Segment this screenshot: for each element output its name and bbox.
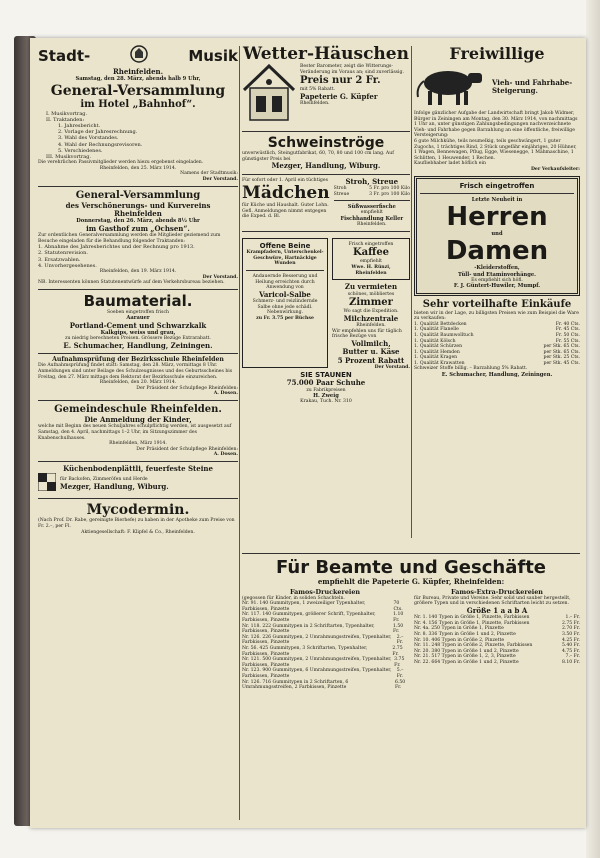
milch-w1: Vollmilch, — [351, 338, 391, 348]
baumaterial-line3: Portland-Cement und Schwarzkalk — [69, 320, 207, 330]
ad-stadtmusik — [38, 44, 238, 183]
mad-text: Für sofort oder 1. April ein tüchtiges — [242, 177, 328, 183]
column-rule — [411, 46, 412, 538]
left-item: Nr. 118. 222 Gummitypen in 2 Schriftarten, Typenhalter, Farbkissen, Pinzette — [242, 623, 375, 635]
stadtmusik-items — [46, 111, 238, 161]
right-item: Nr. 20. 380 Typen in Größe 1 und 2, Pinzette — [414, 648, 519, 654]
zimmer-word: Zimmer — [349, 297, 393, 309]
stadtmusik-venue: im Hotel „Bahnhof“. — [80, 98, 196, 110]
list-item: 1. Jahresbericht. — [58, 123, 101, 130]
steig-closing: Kaufliebhaber ladet höflich ein — [414, 161, 486, 167]
gemeinde-sign1: Der Präsident der Schulpflege Rheinfelden: — [136, 446, 238, 452]
gemeinde-title: Gemeindeschule Rheinfelden. — [54, 403, 222, 415]
right-sizes: Größe 1 a a b A — [466, 605, 528, 615]
right-item: Nr. 8. 336 Typen in Größe 1 und 2, Pinzette — [414, 631, 516, 637]
schuhe-firm: H. Zweig — [313, 393, 339, 400]
verein-date: Donnerstag, den 26. März, abends 8½ Uhr — [76, 218, 200, 225]
schwein-firm: Mezger, Handlung, Wiburg. — [271, 161, 381, 171]
kaffee-title: Kaffee — [352, 247, 390, 259]
column-rule — [239, 46, 240, 820]
beine-price: zu Fr. 3.75 per Büchse — [256, 315, 314, 321]
steig-text: Infolge gänzlicher Aufgabe der Landwirtschaft bringt Jakob Widmer, Bürger in Zeiningen am Montag, den 30. März 1914, von nachmittags 1 Uhr an, unter günstigen Zahlungsbedingungen nachverzeichnete Vieh- und Fahrhabe gegen Barzahlung an eine öffentliche, freiwillige Versteigerung: — [414, 111, 578, 139]
ad-mycodermin — [38, 502, 238, 535]
right-price: 7.– Fr. — [565, 654, 580, 660]
left-item: Nr. 117. 140 Gummitypen, größerer Schrift, Typenhalter, Farbkissen, Pinzette — [242, 612, 376, 623]
left-item: Nr. 121. 500 Gummitypen, 2 Umrahmungsstreifen, Typenhalter, Farbkissen, Pinzette — [242, 657, 392, 668]
kauf-price: per Stk. 45 Cts. — [543, 360, 580, 366]
right-item: Nr. 22. 664 Typen in Größe 1 und 2, Pinzette — [414, 659, 519, 665]
milch-w2: Butter u. Käse — [342, 347, 400, 357]
list-item: 2. Statutenrevision. — [38, 250, 88, 257]
schuhe-addr: Krakau, Tuch. Nr. 310 — [300, 399, 352, 405]
wetter-text1: Bester Barometer, zeigt die Witterungs-Veränderung im Voraus an; sind zuverlässig. — [300, 64, 404, 75]
verein-intro: Zur ordentlichen Generalversammlung werden die Mitglieder geziemend zum Besuche eingeladen für die Behandlung folgender Traktanden: — [38, 233, 221, 244]
tile-icon — [38, 473, 56, 495]
left-item: Nr. 123. 900 Gummitypen, 6 Umrahmungsstreifen, Typenhalter, Farbkissen, Pinzette — [242, 668, 392, 679]
schule-text: Die Aufnahmsprüfung findet statt: Samstag, den 28. März, vormittags 8 Uhr. Anmeldungen sind unter Beilage des Schulzeugnisses und des Geburtsscheines bis Freitag, den 27. März mittags dem Rektorat der Bezirksschule einzureichen. — [38, 363, 233, 380]
list-item: 5. Verschiedenes. — [58, 147, 103, 154]
schwein-title: Schweinströge — [267, 135, 385, 151]
column-3 — [414, 44, 580, 538]
ad-offene-beine — [242, 238, 328, 368]
stroh-price: 3 Fr. pro 100 Kilo — [369, 191, 410, 197]
kaffee-firm: Wwe. H. Rünzi, Rheinfelden — [351, 264, 391, 276]
stadtmusik-sign1: Namens der Stadtmusik: — [180, 171, 238, 177]
right-price: 4.75 Fr. — [561, 648, 580, 654]
ad-zimmer — [332, 283, 410, 315]
list-item: III. Musikvortrag. — [46, 154, 92, 161]
schuhe-sub: zu Fabrikpreisen — [306, 387, 346, 393]
damen-word: Damen — [445, 236, 549, 267]
verein-title1: General-Versammlung — [75, 189, 201, 201]
beine-sub: Krampfadern, Unterschenkel-Geschwüre, Hartnäckige Wunden — [246, 250, 324, 267]
myco-footer: Aktiengesellschaft: F. Klipfel & Co., Rheinfelden. — [81, 529, 195, 535]
gemeinde-text: welche mit Beginn des neuen Schuljahres schulpflichtig werden, ist ausgesetzt auf Samstag, den 4. April, nachmittags 1–2 Uhr, im Sitzungszimmer des Knabenschulhauses. — [38, 424, 232, 441]
kaffee-sub: empfiehlt — [359, 259, 383, 265]
stadtmusik-event: General-Versammlung — [50, 82, 226, 99]
herren-rec: Es empfiehlt sich höfl. — [471, 277, 523, 283]
kauf-item: 1. Qualität Kragen — [414, 355, 458, 361]
kauf-item: 1. Qualität Schürzen — [414, 344, 463, 350]
kauf-item: 1. Qualität Krawatten — [414, 360, 465, 366]
right-price: 2.75 Fr. — [561, 620, 580, 626]
herren-sub: Letzte Neuheit in — [471, 196, 523, 203]
right-price: 8.10 Fr. — [561, 659, 580, 665]
zimmer-note: Wo sagt die Expedition. — [343, 309, 399, 315]
baumaterial-line2: Aarauer — [126, 315, 150, 322]
ad-schuhe — [242, 371, 410, 405]
baumaterial-title: Baumaterial. — [83, 291, 193, 310]
schuhe-line: 75.000 Paar Schuhe — [286, 378, 366, 388]
schwein-text: unverwüstlich, Steingutfabrikat, 60, 70, 80 und 100 cm lang. Auf günstigster Preis bei — [242, 151, 394, 162]
stadtmusik-note: Die verehrlichen Passivmitglieder werden hiezu ergebenst eingeladen. — [38, 160, 204, 166]
newspaper-page — [30, 38, 586, 828]
kauf-item: 1. Qualität Baumwolltuch — [414, 332, 474, 338]
ad-stroh — [334, 178, 410, 228]
left-text: (gegossen für Kinder, in soliden Schachteln. — [242, 595, 345, 601]
left-price: 2.75 Fr. — [392, 645, 403, 657]
herren-und: und — [491, 231, 503, 238]
verein-venue: im Gasthof zum „Ochsen“. — [86, 223, 190, 233]
right-price: 2.70 Fr. — [561, 626, 580, 632]
left-price: 70 Cts. — [393, 601, 403, 612]
stroh-item: Streue — [333, 191, 350, 197]
steig-title2: Vieh- und Fahrhabe- — [492, 77, 573, 87]
ad-baumaterial — [38, 293, 238, 350]
kaffee-top: Frisch eingetroffen — [348, 241, 394, 247]
kauf-item: 1. Qualität Hemden — [414, 349, 460, 355]
ad-herren-damen — [414, 176, 580, 296]
baumaterial-line1: Soeben eingetroffen frisch — [107, 309, 169, 315]
stadtmusik-place: Rheinfelden. — [112, 67, 164, 76]
ad-maedchen — [242, 178, 330, 228]
fisch-firm: Fischhandlung Keller — [340, 215, 404, 222]
ad-wetter — [242, 44, 410, 128]
fisch-title: Süßwasserfische — [347, 204, 396, 211]
kauf-title: Sehr vorteilhafte Einkäufe — [422, 298, 572, 310]
right-item: Nr. 11. 248 Typen in Größe 2, Pinzette, Farbkissen — [414, 643, 533, 649]
stroh-title: Stroh, Streue — [345, 176, 399, 186]
column-2 — [242, 44, 410, 538]
herren-head: Frisch eingetroffen — [459, 181, 535, 190]
left-price: 6.50 Fr. — [395, 679, 406, 691]
kauf-item: 1. Qualität Kölsch — [414, 338, 456, 344]
verein-sign: Der Vorstand. — [202, 274, 238, 280]
wetter-place: Rheinfelden. — [300, 101, 330, 107]
list-item: 1. Abnahme des Jahresberichtes und der Rechnung pro 1913. — [38, 244, 195, 251]
ad-steigerung — [414, 44, 580, 173]
left-price: 1.10 Fr. — [393, 612, 404, 623]
schule-date-line: Rheinfelden, den 20. März 1914. — [99, 380, 177, 386]
list-item: 3. Ersatzwahlen. — [38, 256, 81, 263]
verein-place: Rheinfelden — [114, 209, 162, 219]
ad-kaffee — [332, 238, 410, 280]
herren-sub3: Tüll- und Etaminvorhänge. — [458, 271, 536, 278]
gemeinde-date-line: Rheinfelden, März 1914. — [109, 441, 167, 447]
left-price: 2.– Fr. — [396, 634, 404, 646]
fisch-text: empfiehlt — [360, 210, 383, 216]
right-price: 4.25 Fr. — [561, 637, 580, 643]
stroh-price: 5 Fr. pro 100 Kilo — [369, 186, 410, 191]
left-item: Nr. 56. 425 Gummitypen, 3 Schriftarten, Typenhalter, Farbkissen, Pinzette — [242, 645, 368, 657]
left-title: Famos-Druckereien — [289, 588, 361, 597]
wetter-rabatt: mit 5% Rabatt. — [300, 87, 336, 93]
verein-items — [38, 244, 238, 269]
bottom-right — [414, 589, 580, 690]
right-price: 1.– Fr. — [565, 615, 580, 621]
kauf-price: Fr. 50 Cts. — [555, 332, 580, 338]
stadtmusik-title-left: Stadt- — [38, 47, 91, 65]
left-item: Nr. 91. 140 Gummitypen, 1 zweizeiliger Typenhalter, Farbkissen, Pinzette — [242, 601, 366, 612]
zimmer-sub: schönes, möbliertes — [347, 291, 395, 297]
ad-schweinstroege — [242, 135, 410, 171]
list-item: I. Musikvortrag. — [46, 110, 88, 117]
list-item: 2. Vorlage der Jahresrechnung. — [58, 129, 138, 136]
crest-icon — [129, 44, 149, 68]
ad-milchzentrale — [332, 315, 410, 371]
right-price: 3.50 Fr. — [561, 631, 580, 637]
stadtmusik-date-line: Rheinfelden, den 25. März 1914. — [99, 165, 177, 171]
milch-place: Rheinfelden. — [356, 323, 386, 329]
right-item: Nr. 10. 406 Typen in Größe 2, Pinzette — [414, 637, 505, 643]
milch-sign: Der Vorstand. — [374, 365, 410, 371]
kuechen-line1: Küchenbodenplättli, feuerfeste Steine — [63, 463, 213, 473]
ad-bezirksschule — [38, 357, 238, 397]
list-item: 4. Unvorhergesehenes. — [38, 262, 97, 269]
gemeinde-sub: Die Anmeldung der Kinder, — [84, 414, 192, 424]
list-item: 4. Wahl der Rechnungsrevisoren. — [58, 141, 143, 148]
right-item: Nr. 1. 140 Typen in Größe 1, Pinzette, Farbkissen — [414, 615, 530, 621]
ad-einkaeufe — [414, 299, 580, 379]
right-price: 5.40 Fr. — [561, 643, 580, 649]
ad-verein — [38, 190, 238, 286]
milch-text: Wir empfehlen uns für täglich frische Bezüge von — [332, 328, 402, 340]
beine-title: Offene Beine — [259, 241, 311, 250]
kauf-item: 1. Qualität Flanelle — [414, 327, 459, 333]
weather-house-icon — [242, 64, 296, 128]
mad-desc: für Küche und Haushalt. Guter Lohn. Gefl. Anmeldungen nimmt entgegen die Exped. d. Bl. — [242, 203, 329, 220]
schuhe-title: SIE STAUNEN — [300, 370, 352, 379]
bottom-left — [242, 589, 408, 690]
list-item: II. Traktanden: — [46, 116, 85, 123]
right-title: Famos-Extra-Druckereien — [451, 588, 543, 597]
bottom-title: Für Beamte und Geschäfte — [275, 557, 547, 578]
ad-beamte-geschaefte — [242, 550, 580, 822]
baumaterial-line5: zu niedrig berechneten Preisen. Grössere Bezüge Extrarabatt. — [65, 336, 211, 342]
steig-title3: Steigerung. — [492, 86, 538, 95]
baumaterial-firm: E. Schumacher, Handlung, Zeiningen. — [63, 340, 213, 350]
stadtmusik-title-right: Musik — [188, 47, 238, 65]
schule-title: Aufnahmsprüfung der Bezirksschule Rheinfelden — [52, 356, 224, 364]
wetter-firm: Papeterie G. Küpfer — [300, 91, 378, 101]
page-edge — [586, 0, 600, 858]
fisch-place: Rheinfelden. — [357, 222, 387, 228]
beine-brand: Varicol-Salbe — [259, 289, 311, 299]
left-item: Nr. 126. 716 Gummitypen in 2 Schriftarten, 6 Umrahmungsstreifen, 2 Farbkissen, Pinzette — [242, 679, 349, 691]
beine-ad: Andauernde Besserung und Heilung erreichten durch Anwendung von — [252, 273, 318, 291]
kauf-text: bieten wir in der Lage, zu billigsten Preisen wie zum Beispiel die Ware zu verkaufen: — [414, 310, 579, 322]
milch-title: Milchzentrale — [343, 313, 399, 323]
herren-word: Herren — [446, 202, 548, 233]
right-item: Nr. 4. 156 Typen in Größe 1, Pinzette, Farbkissen — [414, 620, 530, 626]
gemeinde-sign2: A. Dosen. — [213, 452, 238, 458]
baumaterial-line4: Kalkgips, weiss und grau, — [100, 330, 176, 337]
bottom-sub: empfiehlt die Papeterie G. Küpfer, Rheinfelden: — [317, 577, 505, 586]
schule-sign2: A. Dosen. — [213, 391, 238, 397]
left-price: 5.– Fr. — [396, 668, 404, 679]
beine-note: Schmerz- und reizlindernde Salbe ohne jede schädl. Nebenwirkung. — [252, 299, 318, 316]
milch-w3: 5 Prozent Rabatt — [337, 355, 405, 365]
left-price: 1.50 Fr. — [393, 623, 404, 635]
mad-title: Mädchen — [242, 183, 330, 204]
myco-text: (Nach Prof. Dr. Rabe, gereinigte Bierhefe) zu haben in der Apotheke zum Preise von Fr. 2.–, per Fl. — [38, 518, 235, 529]
kauf-footer: Schweizer Stoffe billig. – Barzahlung 5% Rabatt. — [414, 366, 528, 372]
herren-sub2: -Kleiderstoffen, — [474, 265, 520, 272]
left-item: Nr. 126. 226 Gummitypen, 2 Umrahmungsstreifen, Typenhalter, Farbkissen, Pinzette — [242, 634, 392, 646]
kuechen-firm: Mezger, Handlung, Wiburg. — [60, 481, 169, 491]
verein-title2: des Verschönerungs- und Kurvereins — [65, 200, 211, 210]
schule-sign1: Der Präsident der Schulpflege Rheinfelden: — [136, 385, 238, 391]
kauf-item: 1. Qualität Bettdecken — [414, 321, 467, 327]
kauf-price: Fr. 55 Cts. — [555, 338, 580, 344]
stroh-item: Stroh — [333, 186, 347, 191]
list-item: 3. Wahl des Vorstandes. — [58, 135, 119, 142]
kauf-firm: E. Schumacher, Handlung, Zeiningen. — [441, 372, 553, 379]
steig-sign: Der Verkaufsleiter: — [530, 166, 580, 172]
column-1 — [38, 44, 238, 822]
steig-list: 6 gute Milchkühe, teils neumelkig, teils geschwängert, 1 guter Zugochs, 1 trächtiges Rind, 2 Stück ungefähr einjähriges, 20 Hühner, 1 Wagen, Bennewagen, Pflug, Egge, Wiesenegge, 1 Mähmaschine, 1 Schlitten, 1 Heuwender, 1 Rechen. — [414, 138, 577, 161]
kauf-price: per Stk. 25 Cts. — [543, 355, 580, 361]
verein-date-line: Rheinfelden, den 19. März 1914. — [99, 269, 177, 275]
right-text: für Bureau, Private und Vereine. Sehr solid und sauber hergestellt, größere Typen und in verschiedenen Schriftarten leicht zu setzen. — [414, 595, 571, 607]
herren-firm: F. J. Güntert-Huwiler, Mumpf. — [453, 283, 541, 290]
kauf-price: per Stk. 65 Cts. — [543, 349, 580, 355]
kuechen-line2: für Backofen, Zimmeröfen und Herde — [60, 477, 148, 483]
kauf-price: per Stk. 65 Cts. — [543, 344, 580, 350]
verein-note: NB. Interessenten können Statutenentwürfe auf dem Verkehrsbureau beziehen. — [38, 280, 225, 286]
ad-gemeindeschule — [38, 404, 238, 458]
right-item: Nr. 4a. 250 Typen in Größe 1, Pinzette — [414, 626, 504, 632]
stadtmusik-date: Samstag, den 28. März, abends halb 9 Uhr, — [75, 76, 201, 83]
stadtmusik-sign2: Der Vorstand. — [202, 177, 238, 183]
kauf-price: Fr. 45 Cts. — [555, 327, 580, 333]
kauf-price: Fr. 40 Cts. — [555, 321, 580, 327]
myco-title: Mycodermin. — [86, 502, 190, 519]
cow-icon — [414, 63, 488, 111]
zimmer-title: Zu vermieten — [344, 282, 398, 292]
wetter-title: Wetter-Häuschen — [243, 44, 409, 64]
right-item: Nr. 21. 517 Typen in Größe 1, 2, 3, Pinzette — [414, 654, 516, 660]
wetter-price: Preis nur 2 Fr. — [300, 75, 381, 87]
ad-kuechen — [38, 465, 238, 495]
left-price: 3.75 Fr. — [394, 657, 405, 668]
steig-title: Freiwillige — [449, 44, 545, 63]
